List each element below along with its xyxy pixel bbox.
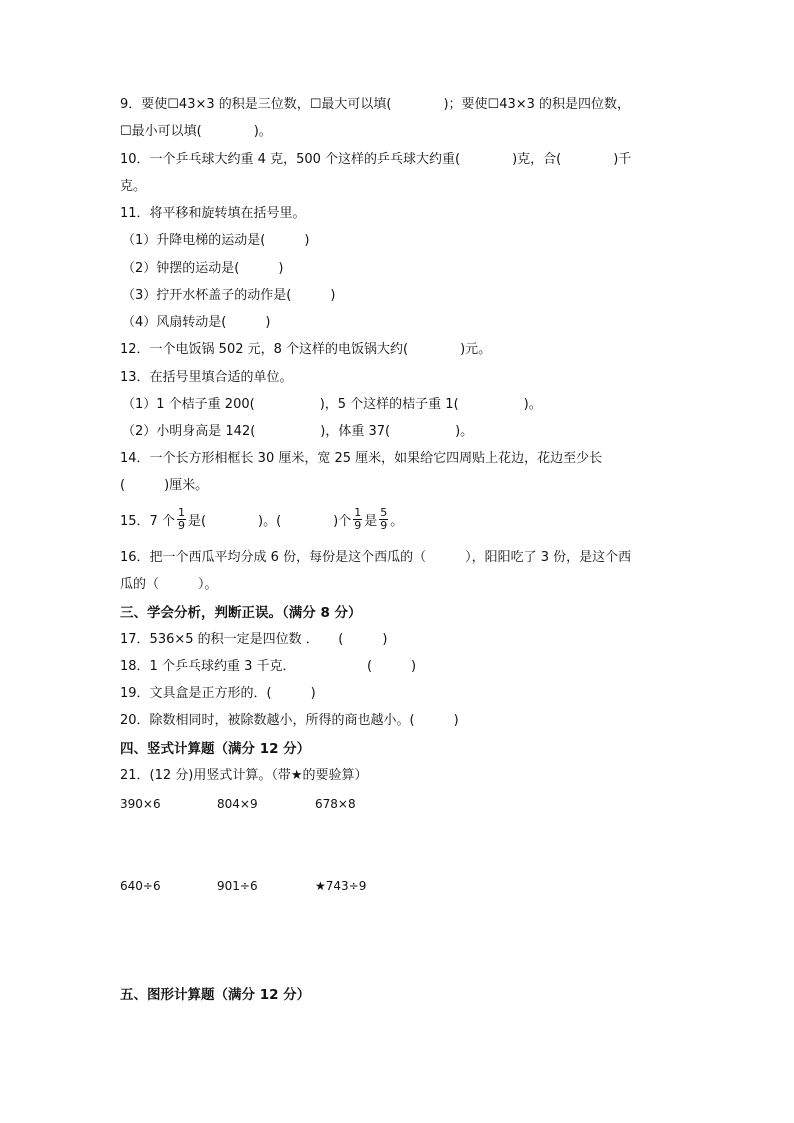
fraction-numerator: 1 [354,506,362,519]
question-11-sub-1: （1）升降电梯的运动是( ) [122,233,310,248]
calc-item: 390×6 [120,797,161,811]
fraction-one-ninth [177,507,186,532]
question-12: 12．一个电饭锅 502 元，8 个这样的电饭锅大约( )元。 [120,342,492,357]
fraction-denominator: 9 [380,519,388,532]
fraction-five-ninths [379,507,388,532]
calc-item: 901÷6 [217,879,258,893]
question-15-is: 是 [364,514,378,529]
question-11-sub-4: （4）风扇转动是( ) [122,315,271,330]
question-17: 17．536×5 的积一定是四位数 ． ( ) [120,632,388,647]
question-15 [120,506,404,534]
question-13-sub-1: （1）1 个桔子重 200( )，5 个这样的桔子重 1( )。 [122,397,542,412]
question-10-line-1: 10．一个乒乓球大约重 4 克，500 个这样的乒乓球大约重( )克，合( )千 [120,152,632,167]
question-11-stem: 11．将平移和旋转填在括号里。 [120,206,306,221]
question-14-line-2: ( )厘米。 [120,478,209,493]
section-5-title: 五、图形计算题（满分 12 分） [120,987,311,1003]
question-16-line-1: 16．把一个西瓜平均分成 6 份，每份是这个西瓜的（ ），阳阳吃了 3 份，是这个西 [120,550,632,565]
section-3-title: 三、学会分析，判断正误。（满分 8 分） [120,605,362,621]
question-9-line-1: 9．要使☐43×3 的积是三位数，☐最大可以填( )；要使☐43×3 的积是四位数， [120,97,631,112]
question-10-line-2: 克。 [120,179,147,194]
question-15-end: 。 [390,514,404,529]
calc-item: ★743÷9 [315,879,367,893]
question-13-sub-2: （2）小明身高是 142( )，体重 37( )。 [122,424,474,439]
question-15-middle: 是( )。( )个 [187,514,352,529]
question-15-prefix: 15．7 个 [120,514,175,529]
question-11-sub-3: （3）拧开水杯盖子的动作是( ) [122,288,336,303]
question-13-stem: 13．在括号里填合适的单位。 [120,370,293,385]
question-18: 18．1 个乒乓球约重 3 千克． ( ) [120,659,417,674]
question-16-line-2: 瓜的（ ）。 [120,577,218,592]
fraction-numerator: 1 [177,506,185,519]
question-11-sub-2: （2）钟摆的运动是( ) [122,261,284,276]
calc-item: 640÷6 [120,879,161,893]
calc-item: 804×9 [217,797,258,811]
question-19: 19．文具盒是正方形的．( ) [120,686,316,701]
question-21: 21．(12 分)用竖式计算。（带★的要验算） [120,768,368,783]
question-9-line-2: ☐最小可以填( )。 [120,124,272,139]
calc-item: 678×8 [315,797,356,811]
fraction-denominator: 9 [354,519,362,532]
fraction-numerator: 5 [380,506,388,519]
question-14-line-1: 14．一个长方形相框长 30 厘米，宽 25 厘米，如果给它四周贴上花边，花边至少长 [120,451,603,466]
section-4-title: 四、竖式计算题（满分 12 分） [120,741,311,757]
fraction-one-ninth [353,507,362,532]
fraction-denominator: 9 [177,519,185,532]
question-20: 20．除数相同时，被除数越小，所得的商也越小。( ) [120,713,459,728]
